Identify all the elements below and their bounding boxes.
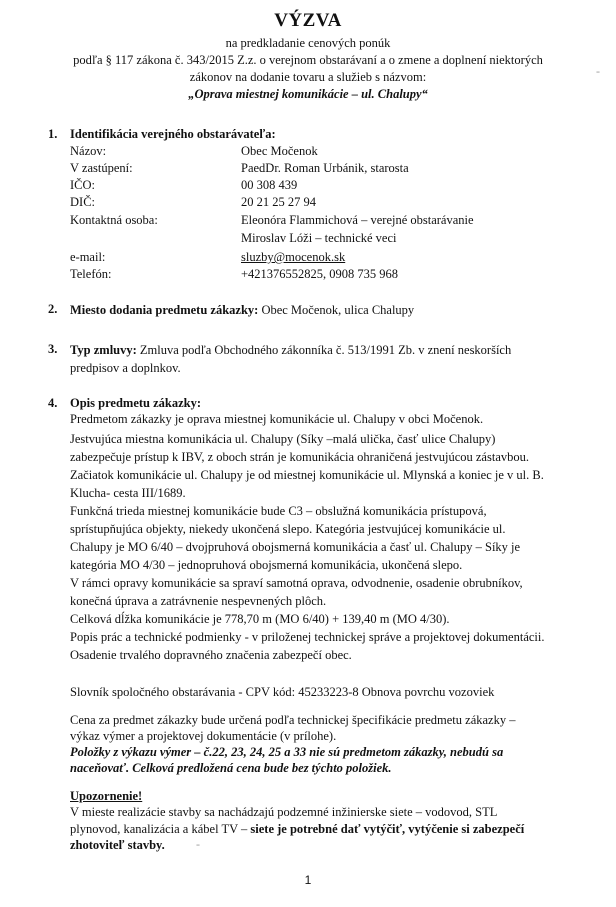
field-value-name: Obec Močenok — [241, 144, 318, 158]
description-line-2: Jestvujúca miestna komunikácia ul. Chalupy (Síky –malá ulička, časť ulice Chalupy) — [70, 432, 496, 446]
field-label-ico: IČO: — [70, 178, 95, 192]
price-line-2: výkaz výmer a projektovej dokumentácie (v prílohe). — [70, 729, 337, 743]
field-value-ico: 00 308 439 — [241, 178, 298, 192]
cpv-code: Slovník spoločného obstarávania - CPV kód: 45233223-8 Obnova povrchu vozoviek — [70, 685, 495, 699]
document-title: VÝZVA — [274, 10, 342, 31]
field-value-contact-1: Eleonóra Flammichová – verejné obstarávanie — [241, 213, 474, 227]
section-3-text — [70, 342, 590, 359]
section-3-label: Typ zmluvy: — [70, 343, 137, 357]
section-4-number: 4. — [48, 396, 58, 410]
section-3-line-2: predpisov a doplnkov. — [70, 361, 181, 375]
section-2-label: Miesto dodania predmetu zákazky: — [70, 303, 259, 317]
scan-mark: - — [596, 64, 600, 78]
warning-line-1: V mieste realizácie stavby sa nachádzajú podzemné inžinierske siete – vodovod, STL — [70, 805, 498, 819]
description-line-6: Funkčná trieda miestnej komunikácie bude C3 – obslužná komunikácia prístupová, — [70, 504, 487, 518]
description-line-9: kategória MO 4/30 – jednopruhová obojsmerná komunikácia, ukončená slepo. — [70, 558, 463, 572]
section-2-number: 2. — [48, 302, 58, 316]
description-line-11: konečná úprava a zatrávnenie nespevnených plôch. — [70, 594, 327, 608]
field-label-email: e-mail: — [70, 250, 106, 264]
section-4-heading: Opis predmetu zákazky: — [70, 396, 202, 410]
section-3-number: 3. — [48, 342, 58, 356]
field-value-phone: +421376552825, 0908 735 968 — [241, 267, 399, 281]
description-line-14: Osadenie trvalého dopravného značenia zabezpečí obec. — [70, 648, 352, 662]
field-value-contact-2: Miroslav Lóži – technické veci — [241, 231, 397, 245]
header-line-1: na predkladanie cenových ponúk — [225, 36, 391, 50]
warning-line-2-bold: siete je potrebné dať vytýčiť, vytýčenie si zabezpečí — [250, 822, 525, 836]
description-line-4: Začiatok komunikácie ul. Chalupy je od miestnej komunikácie ul. Mlynská a koniec je v ul. B. — [70, 468, 544, 482]
section-2-text — [70, 302, 414, 319]
scan-mark: - — [196, 837, 200, 851]
field-label-representative: V zastúpení: — [70, 161, 133, 175]
field-label-dic: DIČ: — [70, 195, 95, 209]
description-line-7: sprístupňujúca objekty, niekedy ukončená slepo. Kategória jestvujúcej komunikácie ul. — [70, 522, 506, 536]
field-label-name: Názov: — [70, 144, 107, 158]
price-line-1: Cena za predmet zákazky bude určená podľa technickej špecifikácie predmetu zákazky – — [70, 713, 516, 727]
excluded-items-note-2: naceňovať. Celková predložená cena bude bez týchto položiek. — [70, 761, 392, 775]
header-line-3: zákonov na dodanie tovaru a služieb s názvom: — [189, 70, 427, 84]
section-1-heading: Identifikácia verejného obstarávateľa: — [70, 127, 276, 141]
warning-line-2 — [70, 821, 524, 838]
email-link[interactable]: sluzby@mocenok.sk — [241, 250, 346, 264]
warning-line-3: zhotoviteľ stavby. — [70, 838, 165, 852]
page-number: 1 — [304, 873, 312, 887]
contract-subject: „Oprava miestnej komunikácie – ul. Chalupy“ — [188, 87, 428, 101]
description-line-8: Chalupy je MO 6/40 – dvojpruhová obojsmerná komunikácia a časť ul. Chalupy – Síky je — [70, 540, 521, 554]
field-label-contact: Kontaktná osoba: — [70, 213, 158, 227]
section-2-value: Obec Močenok, ulica Chalupy — [258, 303, 415, 317]
description-line-3: zabezpečuje prístup k IBV, z oboch strán je komunikácia ohraničená jestvujúcou zástavbou. — [70, 450, 529, 464]
description-line-5: Klucha- cesta III/1689. — [70, 486, 186, 500]
description-line-13: Popis prác a technické podmienky - v priloženej technickej správe a projektovej dokumentácii. — [70, 630, 545, 644]
excluded-items-note-1: Položky z výkazu výmer – č.22, 23, 24, 25 a 33 nie sú predmetom zákazky, nebudú sa — [70, 745, 504, 759]
section-1-number: 1. — [48, 127, 58, 141]
section-3-line-1: Zmluva podľa Obchodného zákonníka č. 513/1991 Zb. v znení neskorších — [136, 343, 512, 357]
warning-heading: Upozornenie! — [70, 789, 143, 803]
description-line-10: V rámci opravy komunikácie sa spraví samotná oprava, odvodnenie, osadenie obrubníkov, — [70, 576, 523, 590]
header-line-2: podľa § 117 zákona č. 343/2015 Z.z. o verejnom obstarávaní a o zmene a doplnení niektorých — [73, 53, 543, 67]
warning-line-2-plain: plynovod, kanalizácia a kábel TV – — [70, 822, 251, 836]
field-value-representative: PaedDr. Roman Urbánik, starosta — [241, 161, 409, 175]
field-value-dic: 20 21 25 27 94 — [241, 195, 316, 209]
description-line-1: Predmetom zákazky je oprava miestnej komunikácie ul. Chalupy v obci Močenok. — [70, 412, 484, 426]
description-line-12: Celková dĺžka komunikácie je 778,70 m (MO 6/40) + 139,40 m (MO 4/30). — [70, 612, 450, 626]
field-label-phone: Telefón: — [70, 267, 112, 281]
